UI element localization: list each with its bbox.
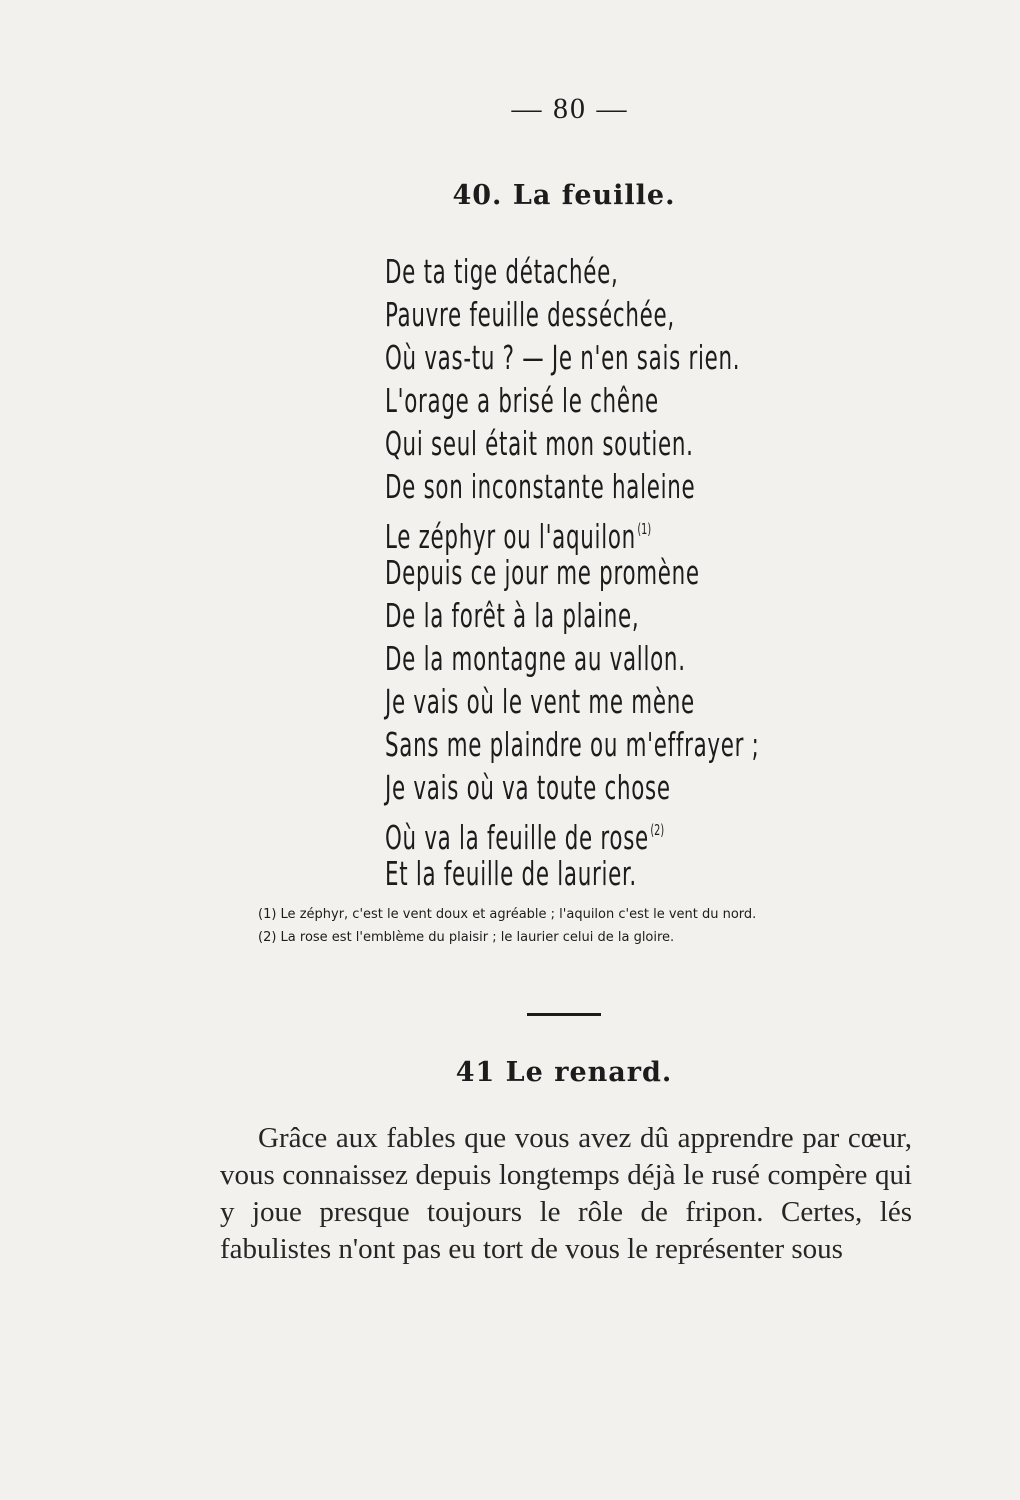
paragraph: Grâce aux fables que vous avez dû apprendre par cœur, vous connaissez depuis longtemps déjà le rusé compère qui y joue presque toujours le rôle de fripon. Certes, lés fabulistes n'ont pas eu tort de vous le représenter sous <box>220 1122 912 1265</box>
poem-line: Pauvre feuille desséchée, <box>385 295 675 334</box>
footnote-ref-1: (1) <box>637 520 652 538</box>
poem-line: De la montagne au vallon. <box>385 639 686 678</box>
poem-line: De son inconstante haleine <box>385 467 696 506</box>
poem-line: Je vais où va toute chose <box>385 768 671 807</box>
poem-line: De ta tige détachée, <box>385 252 619 291</box>
poem-line: Où vas-tu ? — Je n'en sais rien. <box>385 338 741 377</box>
poem-line: Qui seul était mon soutien. <box>385 424 694 463</box>
poem-line: Où va la feuille de rose$^{(2)}$ <box>385 818 665 857</box>
section-41-title: 41 Le renard. <box>455 1057 673 1088</box>
poem-line: Sans me plaindre ou m'effrayer ; <box>385 725 760 764</box>
poem <box>385 250 905 895</box>
prose-body <box>220 1120 912 1268</box>
page-number: — 80 — <box>511 92 629 125</box>
section-40-title: 40. La feuille. <box>452 180 676 211</box>
footnote-2: (2) La rose est l'emblème du plaisir ; le laurier celui de la gloire. <box>258 930 675 945</box>
poem-line: De la forêt à la plaine, <box>385 596 640 635</box>
footnote-ref-2: (2) <box>650 821 665 839</box>
footnote-1: (1) Le zéphyr, c'est le vent doux et agréable ; l'aquilon c'est le vent du nord. <box>258 907 757 922</box>
poem-line: Et la feuille de laurier. <box>385 854 637 893</box>
poem-line: L'orage a brisé le chêne <box>385 381 659 420</box>
poem-line: Depuis ce jour me promène <box>385 553 700 592</box>
section-divider <box>527 1013 601 1016</box>
poem-line: Le zéphyr ou l'aquilon$^{(1)}$ <box>385 517 652 556</box>
footnotes <box>222 905 912 951</box>
poem-line: Je vais où le vent me mène <box>385 682 695 721</box>
